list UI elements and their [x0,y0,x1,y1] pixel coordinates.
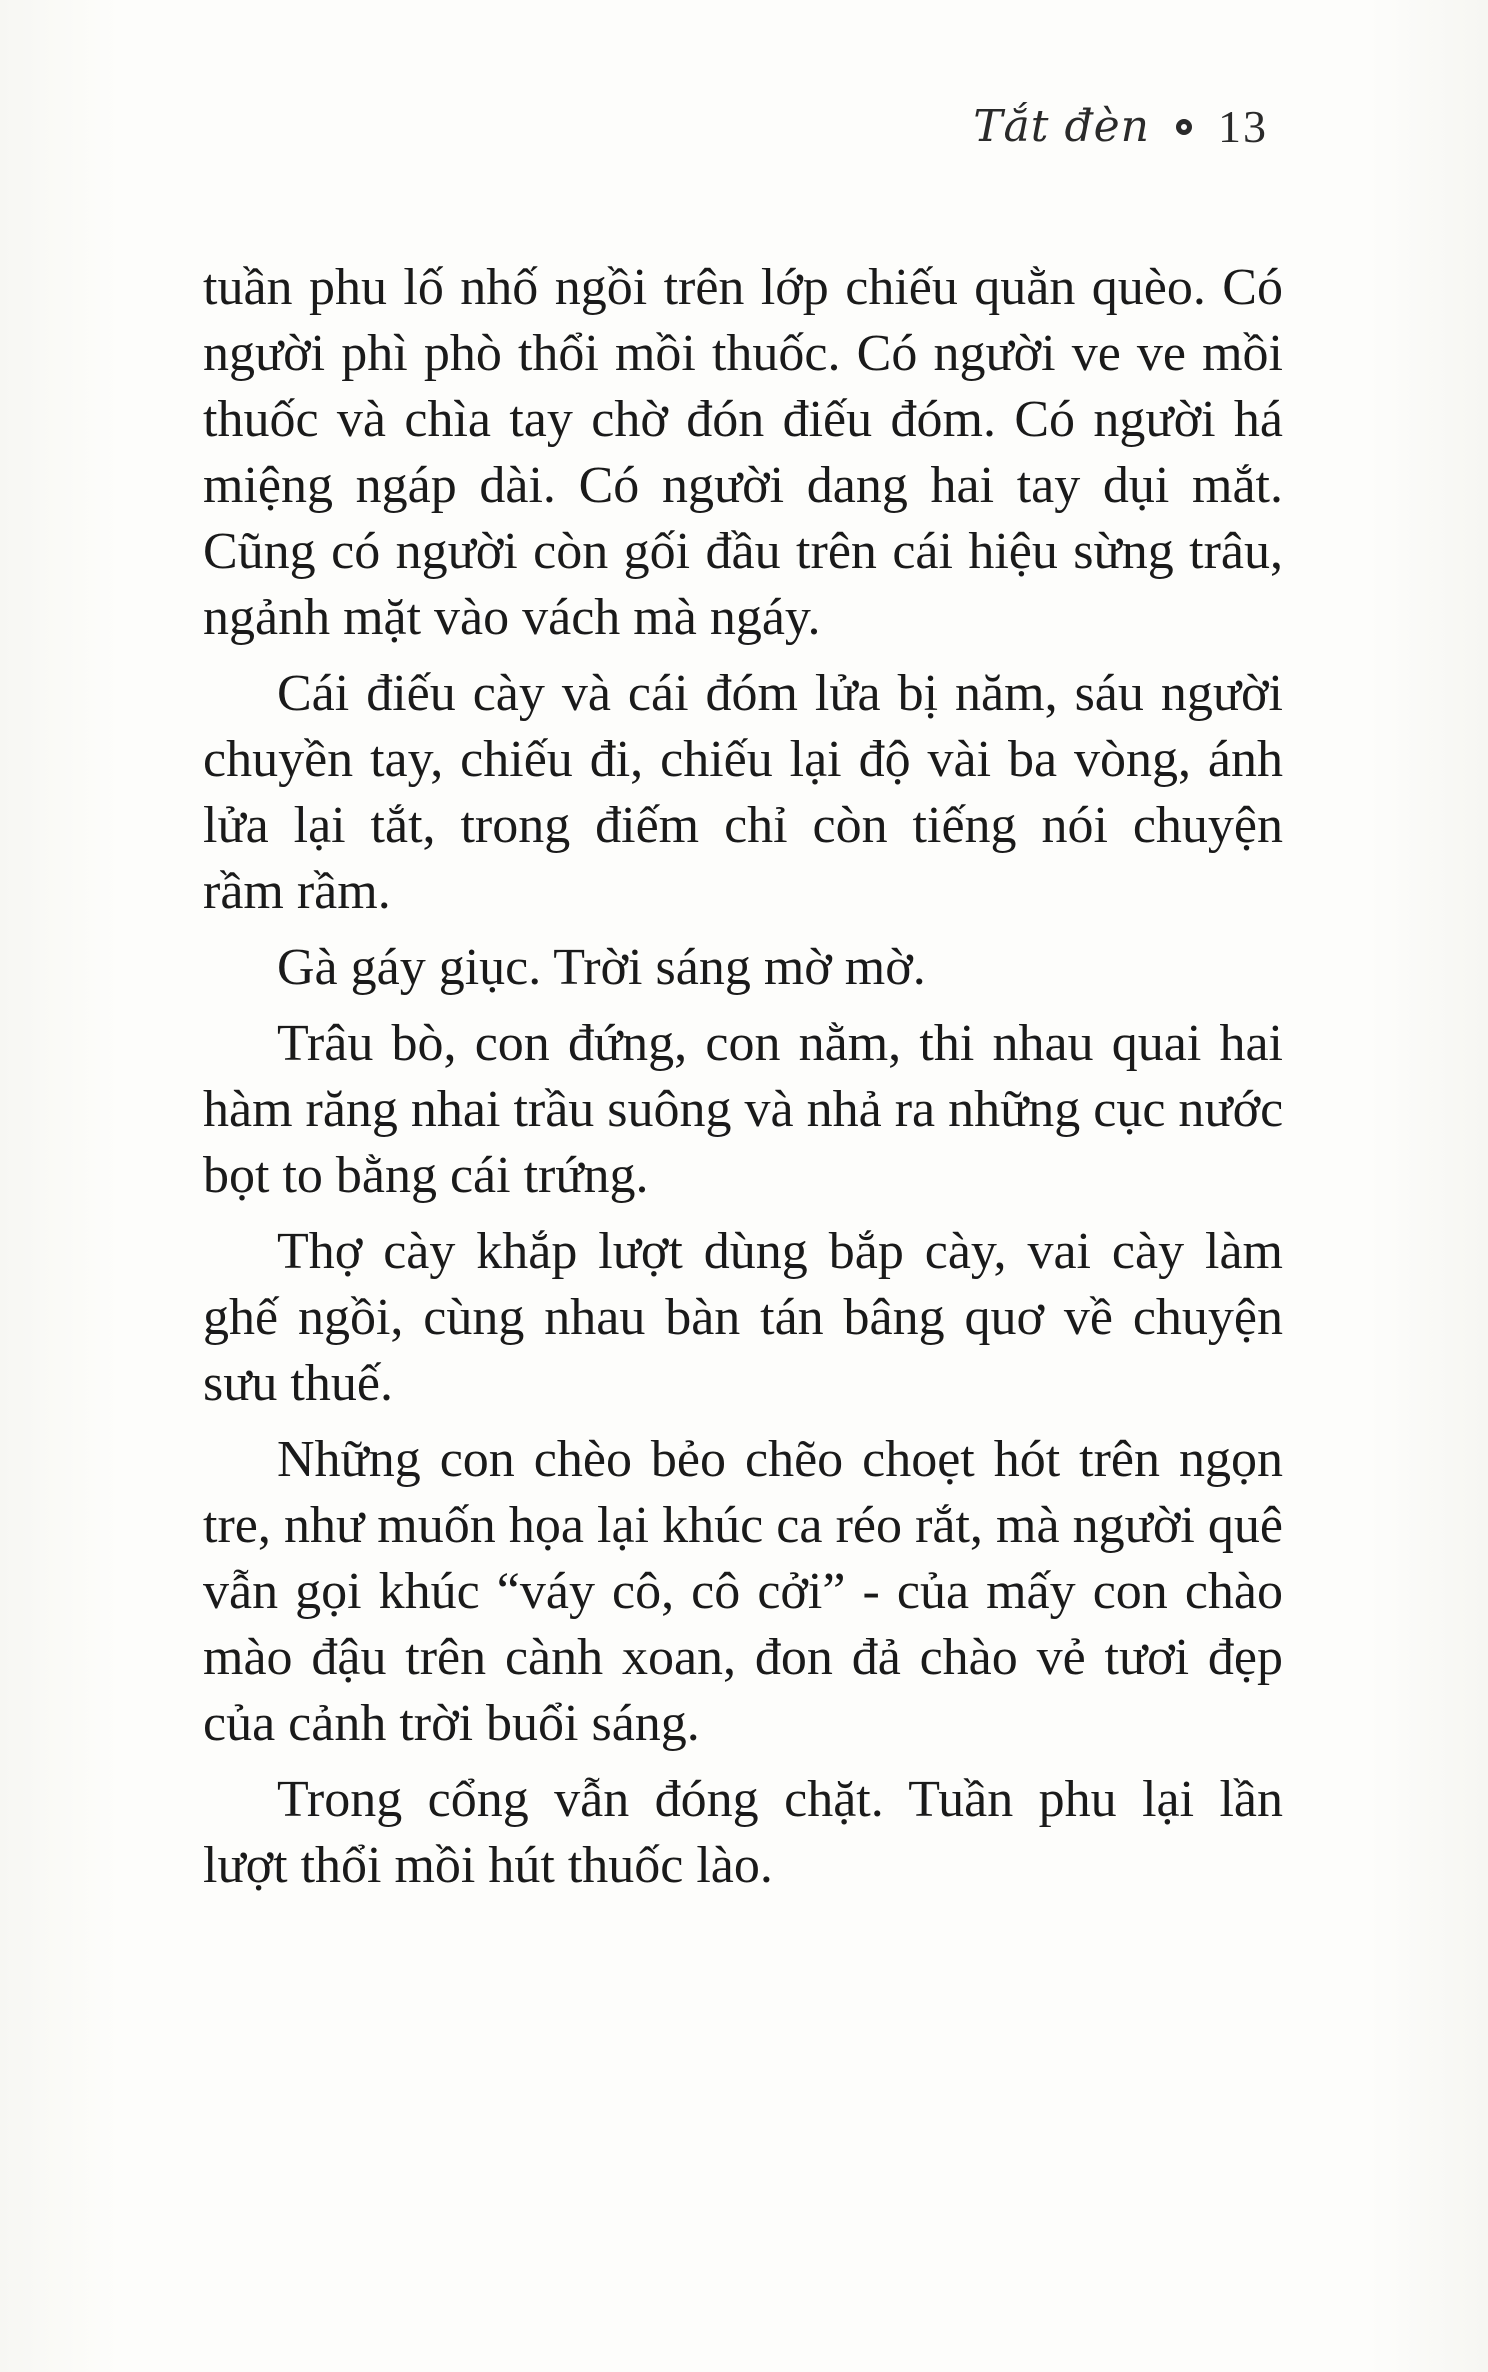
text-line: hàm răng nhai trầu suông và nhả ra những cục nước [203,1081,1284,1138]
text-line: vẫn gọi khúc “váy cô, cô cởi” - của mấy con chào [203,1563,1283,1620]
text-line: tuần phu lố nhố ngồi trên lớp chiếu quằn quèo. Có [203,259,1283,316]
text-line: mào đậu trên cành xoan, đon đả chào vẻ tươi đẹp [203,1629,1283,1686]
text-line: Gà gáy giục. Trời sáng mờ mờ. [277,939,926,996]
text-line: rầm rầm. [203,863,391,920]
running-head-title: Tắt đèn [973,101,1150,152]
text-line: ghế ngồi, cùng nhau bàn tán bâng quơ về chuyện [203,1289,1283,1346]
text-line: miệng ngáp dài. Có người dang hai tay dụi mắt. [203,457,1283,514]
text-line: lửa lại tắt, trong điếm chỉ còn tiếng nói chuyện [203,797,1283,854]
paragraph [203,935,1283,1001]
text-line: của cảnh trời buổi sáng. [203,1695,700,1752]
paragraph [203,1427,1283,1757]
text-line: sưu thuế. [203,1355,393,1412]
paragraph [203,1011,1283,1209]
running-head [973,100,1268,153]
text-line: Thợ cày khắp lượt dùng bắp cày, vai cày làm [277,1223,1283,1280]
text-line: Cũng có người còn gối đầu trên cái hiệu sừng trâu, [203,523,1283,580]
text-line: Cái điếu cày và cái đóm lửa bị năm, sáu người [277,665,1283,722]
text-line: thuốc và chìa tay chờ đón điếu đóm. Có người há [203,391,1283,448]
paragraph [203,255,1283,651]
text-line: người phì phò thổi mồi thuốc. Có người ve ve mồi [203,325,1283,382]
text-line: Trong cổng vẫn đóng chặt. Tuần phu lại lần [277,1771,1283,1828]
text-line: chuyền tay, chiếu đi, chiếu lại độ vài ba vòng, ánh [203,731,1283,788]
body-text [203,255,1283,1909]
paragraph [203,661,1283,925]
text-line: bọt to bằng cái trứng. [203,1147,649,1204]
text-line: tre, như muốn họa lại khúc ca réo rắt, mà người quê [203,1497,1283,1554]
text-line: lượt thổi mồi hút thuốc lào. [203,1837,773,1894]
page-number: 13 [1218,101,1268,152]
text-line: ngảnh mặt vào vách mà ngáy. [203,589,821,646]
text-line: Trâu bò, con đứng, con nằm, thi nhau quai hai [277,1015,1283,1072]
circle-ornament-icon [1176,119,1192,135]
text-line: Những con chèo bẻo chẽo choẹt hót trên ngọn [277,1431,1283,1488]
paragraph [203,1767,1283,1899]
paragraph [203,1219,1283,1417]
